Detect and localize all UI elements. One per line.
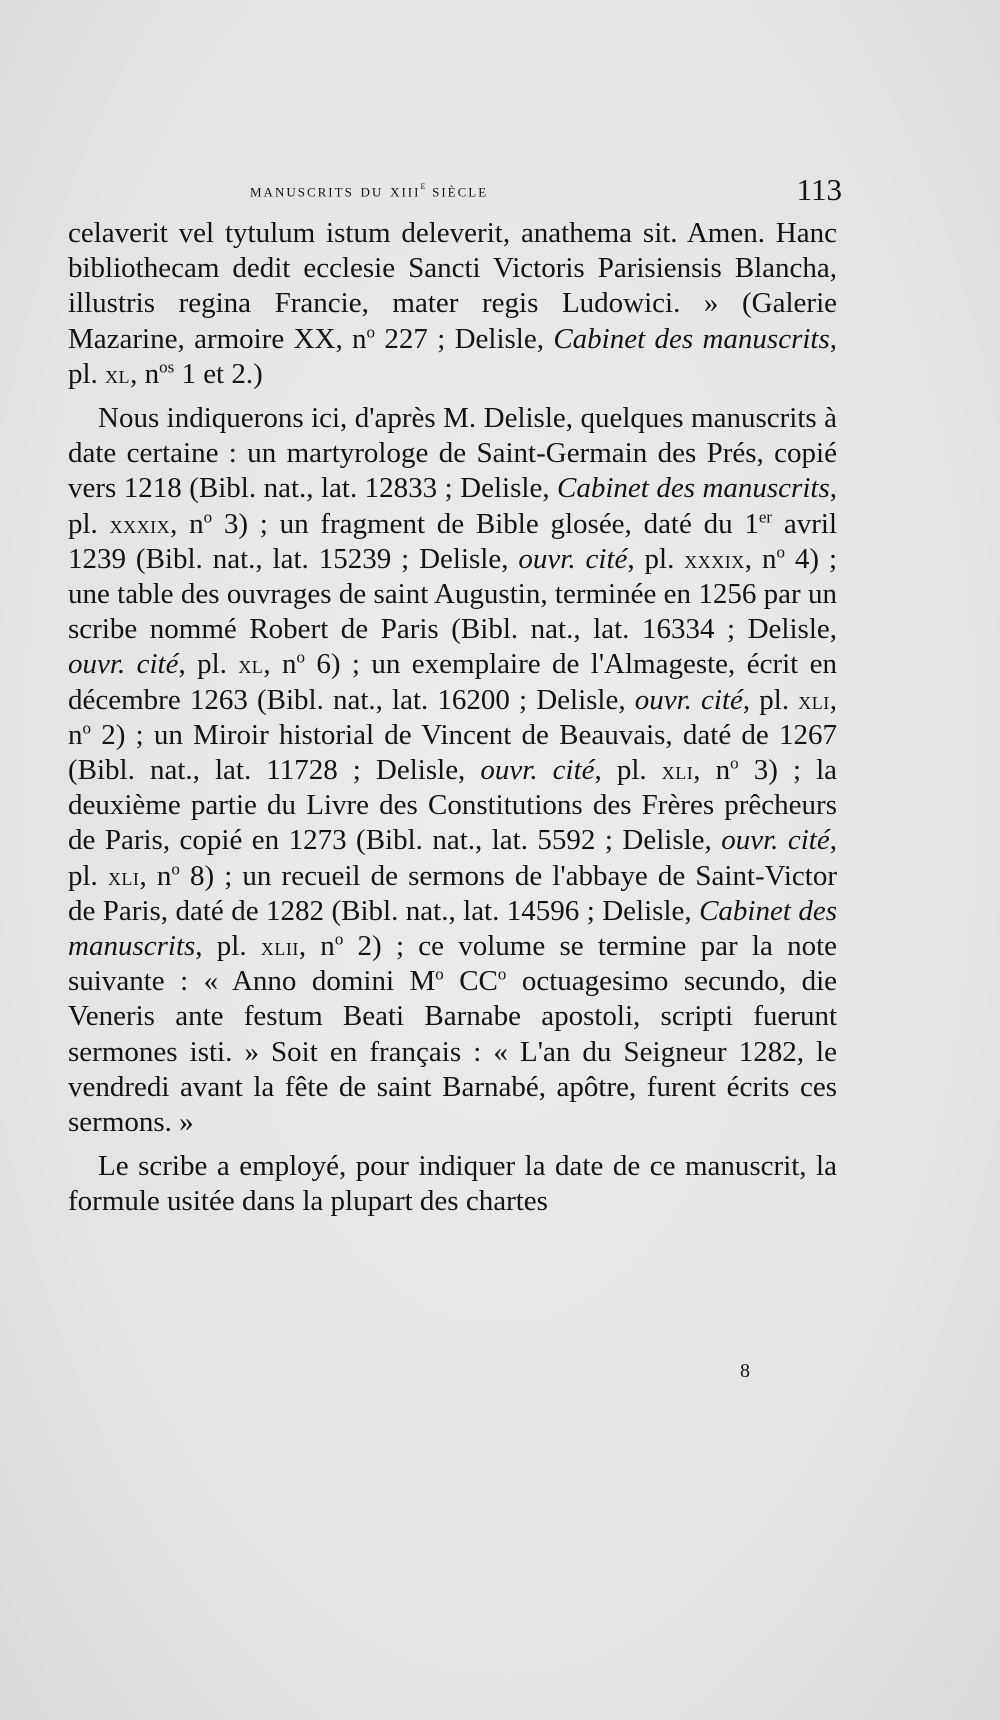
text-run: 2) ; ce volume se termine par la note suivante : « Anno domini M	[68, 930, 838, 998]
text-run: , n	[744, 542, 777, 575]
paragraph-2	[68, 401, 837, 1140]
text-run: , pl.	[195, 930, 261, 963]
text-run: 2) ; un Miroir historial de Vincent de Beauvais, daté de 1267 (Bibl. nat., lat. 11728 ; Delisle,	[68, 718, 837, 787]
roman-numeral: xli	[107, 861, 140, 891]
text-run: 3) ; la deuxième partie du Livre des Constitutions des Frères prêcheurs de Paris, copié en 1273 (Bibl. nat., lat. 5592 ; Delisle,	[68, 754, 838, 857]
running-title-superscript: e	[420, 178, 426, 192]
text-run: , pl.	[68, 824, 837, 892]
text-run: , n	[170, 507, 204, 540]
text-run: octuagesimo secundo, die Veneris ante festum Beati Barnabe apostoli, scripti fuerunt sermones isti. » Soit en français : « L'an du Seigneur 1282, le vendredi avant la fête de saint Barnabé, apôtre, furent écrits ces sermons. »	[68, 965, 838, 1139]
running-title-text: manuscrits du xiii	[250, 180, 421, 202]
italic-citation: ouvr. cité	[480, 754, 595, 787]
superscript: er	[758, 506, 773, 526]
text-run: , pl.	[68, 472, 837, 540]
roman-numeral: xl	[105, 359, 131, 389]
running-title	[250, 178, 488, 202]
text-run: , pl.	[742, 683, 799, 716]
roman-numeral: xli	[798, 685, 830, 715]
text-run: celaverit vel tytulum istum deleverit, anathema sit. Amen. Hanc bibliothecam dedit ecclesie Sancti Victoris Parisiensis Blancha, illustris regina Francie, mater regis Ludowici. » (Galerie Mazarine, armoire XX, n	[68, 217, 837, 355]
roman-numeral: xli	[661, 756, 694, 786]
text-run: , pl.	[594, 754, 662, 787]
page-number: 113	[796, 172, 842, 207]
roman-numeral: xlii	[260, 932, 299, 962]
text-run: , pl.	[627, 542, 685, 575]
text-run: avril 1239 (Bibl. nat., lat. 15239 ; Delisle,	[68, 507, 838, 575]
text-run: 4) ; une table des ouvrages de saint Augustin, terminée en 1256 par un scribe nommé Robert de Paris (Bibl. nat., lat. 16334 ; Delisle,	[68, 542, 838, 646]
roman-numeral: xxxix	[684, 544, 745, 574]
text-run: 8) ; un recueil de sermons de l'abbaye de Saint-Victor de Paris, daté de 1282 (Bibl. nat., lat. 14596 ; Delisle,	[68, 859, 838, 927]
superscript: o	[776, 542, 785, 562]
text-run: , n	[693, 754, 731, 787]
superscript: o	[730, 753, 739, 773]
superscript: o	[366, 321, 376, 341]
body-text	[68, 216, 837, 1220]
italic-citation: ouvr. cité	[721, 824, 830, 857]
text-run: 3) ; un fragment de Bible glosée, daté du 1	[212, 507, 759, 540]
superscript: o	[334, 929, 344, 949]
signature-mark: 8	[740, 1360, 750, 1382]
superscript: os	[159, 357, 175, 377]
paragraph-3	[68, 1149, 837, 1219]
page-header	[68, 172, 840, 212]
italic-title: Cabinet des manuscrits	[68, 894, 837, 963]
text-run: , pl.	[178, 648, 239, 681]
superscript: o	[171, 859, 180, 878]
text-run: , n	[130, 357, 160, 390]
text-run: , n	[68, 683, 837, 751]
running-title-end: siècle	[425, 180, 489, 202]
text-run: , n	[298, 930, 335, 963]
roman-numeral: xl	[238, 650, 264, 680]
superscript: o	[82, 718, 91, 738]
text-run: Le scribe a employé, pour indiquer la date de ce manuscrit, la formule usitée dans la plupart des chartes	[68, 1150, 837, 1218]
text-run: 227 ; Delisle,	[375, 322, 554, 355]
text-run: , n	[139, 859, 172, 892]
text-run: 6) ; un exemplaire de l'Almageste, écrit en décembre 1263 (Bibl. nat., lat. 16200 ; Delisle,	[68, 648, 837, 716]
superscript: o	[296, 647, 305, 667]
italic-citation: ouvr. cité	[68, 648, 179, 681]
text-run: Nous indiquerons ici, d'après M. Delisle, quelques manuscrits à date certaine : un martyrologe de Saint-Germain des Prés, copié vers 1218 (Bibl. nat., lat. 12833 ; Delisle,	[68, 402, 837, 505]
roman-numeral: xxxix	[109, 509, 171, 539]
italic-title: Cabinet des manuscrits	[553, 322, 830, 355]
superscript: o	[203, 506, 213, 526]
italic-citation: ouvr. cité	[518, 542, 628, 575]
paragraph-1	[68, 216, 837, 392]
italic-citation: ouvr. cité	[634, 683, 743, 716]
text-run: 1 et 2.)	[174, 357, 263, 390]
italic-title: Cabinet des manuscrits	[557, 472, 830, 505]
superscript: o	[435, 964, 444, 984]
text-run: CC	[443, 965, 498, 998]
text-run: , n	[263, 648, 297, 681]
superscript: o	[497, 964, 507, 984]
text-run: , pl.	[68, 322, 838, 390]
